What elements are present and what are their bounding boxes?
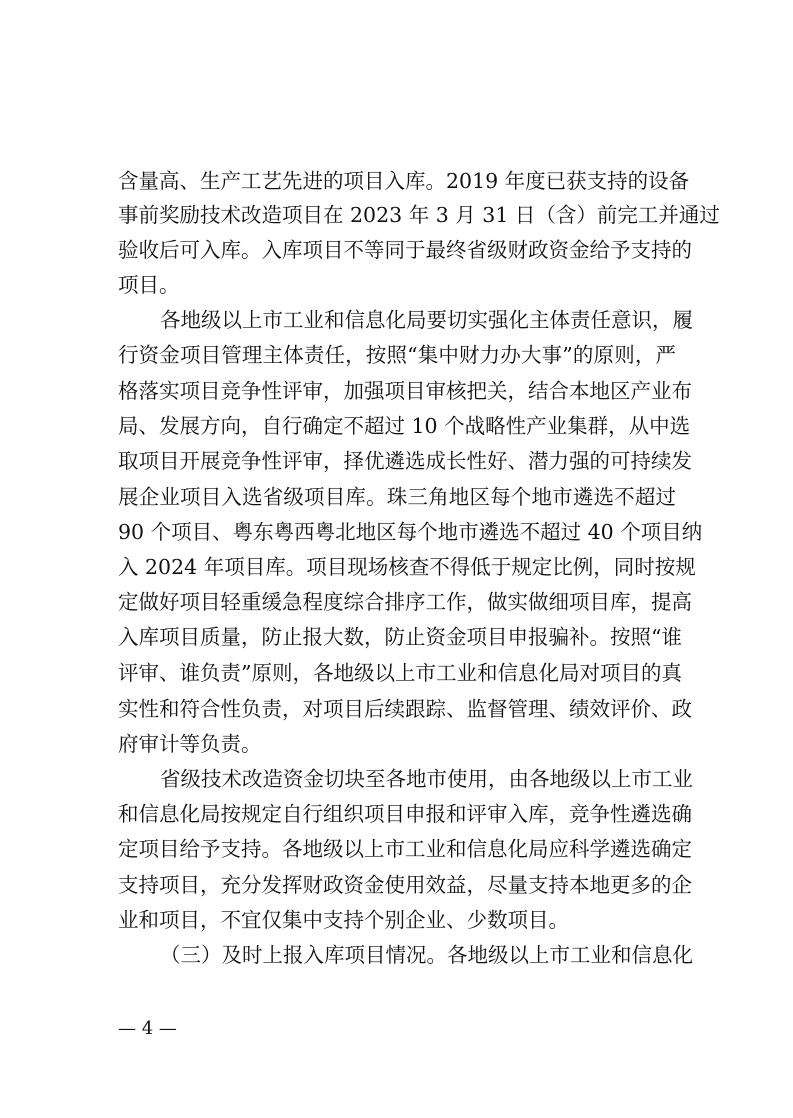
paragraph-2-line-2: 行资金项目管理主体责任，按照“集中财力办大事”的原则，严 bbox=[118, 343, 676, 367]
paragraph-2-line-4: 局、发展方向，自行确定不超过 10 个战略性产业集群，从中选 bbox=[118, 414, 691, 438]
paragraph-3-line-3: 定项目给予支持。各地级以上市工业和信息化局应科学遴选确定 bbox=[118, 837, 692, 861]
paragraph-3-line-1: 省级技术改造资金切块至各地市使用，由各地级以上市工业 bbox=[160, 767, 693, 791]
paragraph-1-line-3: 验收后可入库。入库项目不等同于最终省级财政资金给予支持的 bbox=[118, 238, 692, 262]
paragraph-2-line-9: 定做好项目轻重缓急程度综合排序工作，做实做细项目库，提高 bbox=[118, 590, 692, 614]
paragraph-2-line-8: 入 2024 年项目库。项目现场核查不得低于规定比例，同时按规 bbox=[118, 555, 696, 579]
paragraph-1-line-2: 事前奖励技术改造项目在 2023 年 3 月 31 日（含）前完工并通过 bbox=[118, 203, 720, 227]
paragraph-3-line-5: 业和项目，不宜仅集中支持个别企业、少数项目。 bbox=[118, 908, 569, 932]
paragraph-1-line-4: 项目。 bbox=[118, 273, 180, 297]
paragraph-4-line-1: （三）及时上报入库项目情况。各地级以上市工业和信息化 bbox=[160, 943, 693, 967]
paragraph-2-line-6: 展企业项目入选省级项目库。珠三角地区每个地市遴选不超过 bbox=[118, 485, 676, 509]
paragraph-1-line-1: 含量高、生产工艺先进的项目入库。2019 年度已获支持的设备 bbox=[118, 169, 690, 193]
paragraph-2-line-7: 90 个项目、粤东粤西粤北地区每个地市遴选不超过 40 个项目纳 bbox=[118, 520, 703, 544]
page-number: — 4 — bbox=[118, 1018, 177, 1039]
paragraph-2-line-13: 府审计等负责。 bbox=[118, 732, 262, 756]
paragraph-2-line-3: 格落实项目竞争性评审，加强项目审核把关，结合本地区产业布 bbox=[118, 379, 692, 403]
paragraph-2-line-10: 入库项目质量，防止报大数，防止资金项目申报骗补。按照“谁 bbox=[118, 625, 682, 649]
paragraph-2-line-11: 评审、谁负责”原则，各地级以上市工业和信息化局对项目的真 bbox=[118, 661, 682, 685]
paragraph-2-line-12: 实性和符合性负责，对项目后续跟踪、监督管理、绩效评价、政 bbox=[118, 697, 692, 721]
paragraph-2-line-5: 取项目开展竞争性评审，择优遴选成长性好、潜力强的可持续发 bbox=[118, 449, 692, 473]
paragraph-2-line-1: 各地级以上市工业和信息化局要切实强化主体责任意识，履 bbox=[160, 308, 693, 332]
paragraph-3-line-4: 支持项目，充分发挥财政资金使用效益，尽量支持本地更多的企 bbox=[118, 873, 692, 897]
paragraph-3-line-2: 和信息化局按规定自行组织项目申报和评审入库，竞争性遴选确 bbox=[118, 802, 692, 826]
